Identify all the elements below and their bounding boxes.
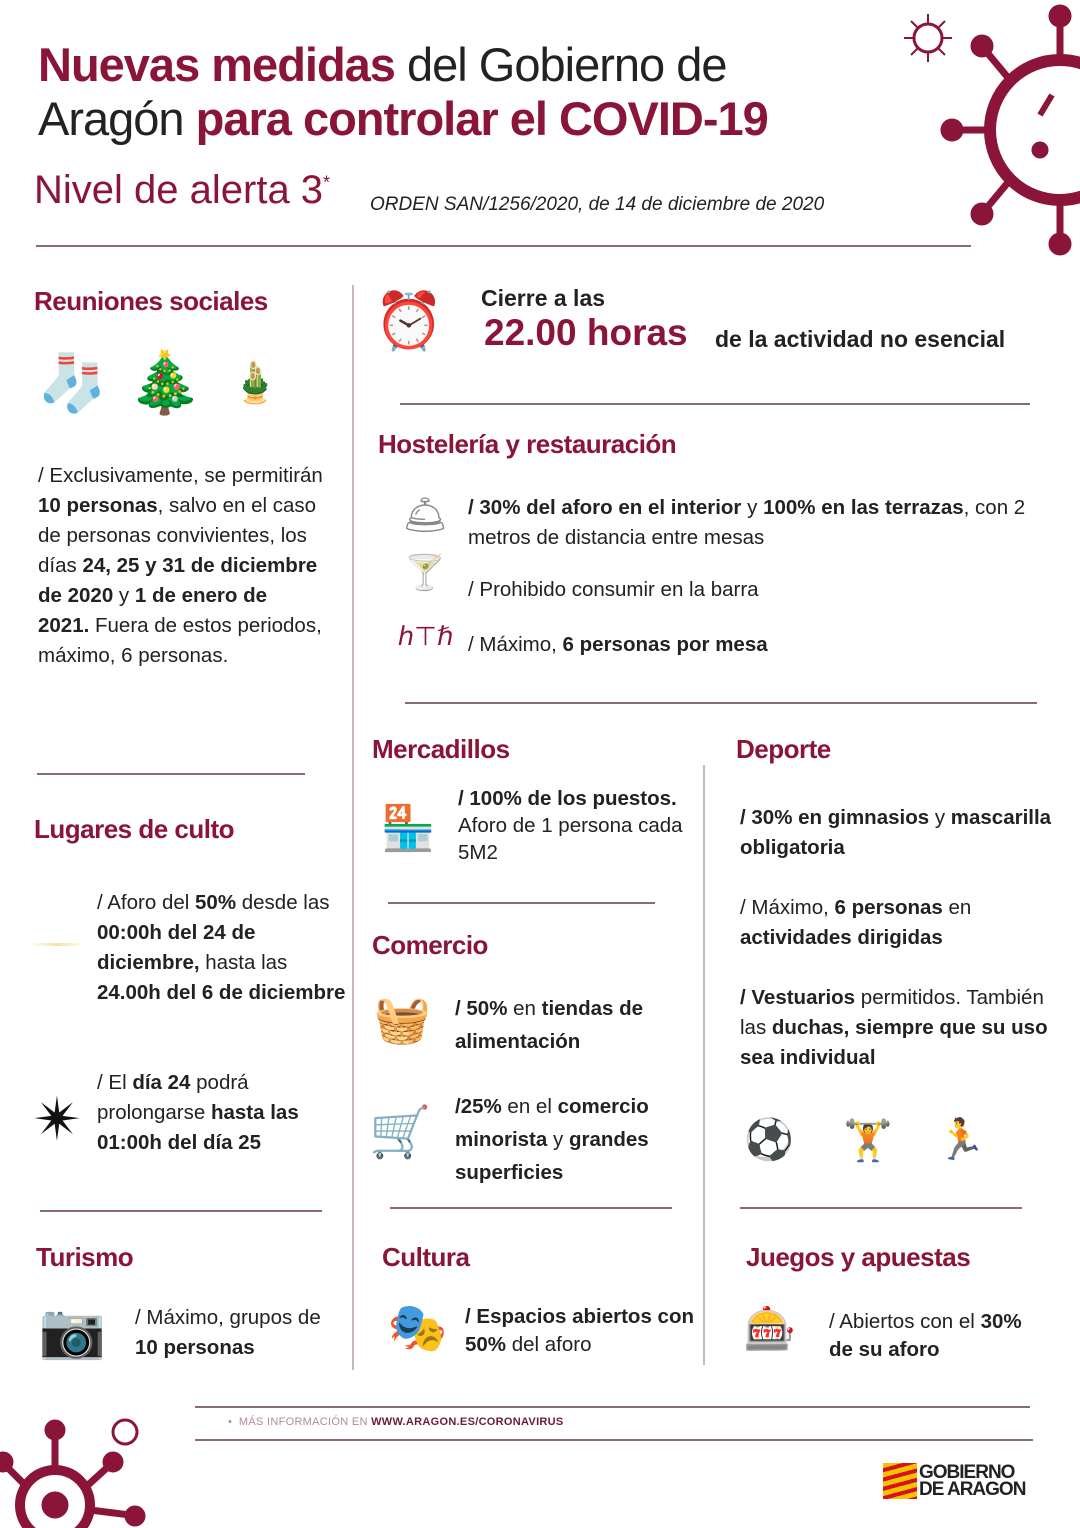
emphasis-text: 6 personas bbox=[834, 896, 943, 919]
deporte-item-2 bbox=[740, 893, 1060, 953]
text-segment: y bbox=[113, 584, 135, 607]
alert-footnote-mark: * bbox=[323, 172, 331, 193]
emphasis-text: 00:00h del 24 de diciembre, bbox=[97, 921, 256, 974]
juegos-text bbox=[829, 1308, 1029, 1364]
turismo-text bbox=[135, 1303, 335, 1363]
reuniones-text bbox=[38, 461, 323, 671]
emphasis-text: tiendas de alimentación bbox=[455, 997, 644, 1053]
deporte-item-1 bbox=[740, 803, 1060, 863]
emphasis-text: día 24 bbox=[132, 1071, 191, 1094]
christmas-ornaments-icon: 🎍 bbox=[230, 361, 280, 405]
light-sparkle-icon bbox=[30, 943, 85, 946]
bullet: • bbox=[228, 1416, 239, 1428]
runner-icon: 🏃 bbox=[936, 1118, 986, 1162]
divider bbox=[36, 245, 971, 247]
emphasis-text: 24, 25 y 31 de diciembre de 2020 bbox=[38, 554, 318, 607]
text-segment: podrá prolongarse bbox=[97, 1071, 249, 1124]
divider bbox=[405, 702, 1037, 704]
logo-line-1: GOBIERNO bbox=[919, 1462, 1015, 1483]
theater-masks-icon: 🎭 bbox=[387, 1302, 448, 1355]
poker-chips-icon: 🎰 bbox=[743, 1304, 797, 1352]
text-segment: del aforo bbox=[506, 1333, 592, 1356]
text-segment: permitidos. También las bbox=[740, 986, 1044, 1039]
emphasis-text: comercio minorista bbox=[455, 1095, 649, 1151]
title-line-1 bbox=[38, 38, 768, 92]
closing-hour: 22.00 horas bbox=[484, 312, 688, 353]
section-title-juegos: Juegos y apuestas bbox=[746, 1242, 971, 1272]
text-segment: / Máximo, bbox=[740, 896, 835, 919]
more-info bbox=[228, 1416, 564, 1428]
text-segment: hasta las bbox=[199, 951, 288, 974]
text-segment: en el bbox=[501, 1095, 558, 1118]
grocery-basket-icon: 🧺 bbox=[373, 992, 432, 1045]
order-reference: ORDEN SAN/1256/2020, de 14 de diciembre de 2020 bbox=[370, 194, 825, 215]
text-segment: en bbox=[942, 896, 972, 919]
text-segment: / Aforo del bbox=[97, 891, 196, 914]
section-title-cultura: Cultura bbox=[382, 1242, 470, 1272]
divider bbox=[40, 1210, 322, 1212]
shopping-cart-icon: 🛒 bbox=[369, 1104, 432, 1160]
hosteleria-item-3 bbox=[468, 630, 768, 660]
weightlifter-icon: 🏋 bbox=[843, 1118, 893, 1163]
soccer-ball-icon: ⚽ bbox=[744, 1117, 794, 1162]
more-info-link[interactable]: WWW.ARAGON.ES/CORONAVIRUS bbox=[371, 1416, 564, 1428]
virus-decoration-icon bbox=[940, 0, 1080, 260]
mercadillos-text bbox=[458, 785, 683, 866]
text-segment: desde las bbox=[236, 891, 330, 914]
divider bbox=[195, 1406, 1030, 1408]
text-segment: en bbox=[507, 997, 542, 1020]
column-divider bbox=[352, 285, 354, 1370]
text-segment: Fuera de estos periodos, máximo, 6 personas. bbox=[38, 614, 322, 667]
emphasis-text: 30% de su aforo bbox=[829, 1310, 1022, 1361]
divider bbox=[740, 1207, 1022, 1209]
page-title bbox=[38, 38, 768, 146]
culto-item-1 bbox=[97, 888, 347, 1008]
emphasis-text: actividades dirigidas bbox=[740, 926, 943, 949]
text-segment: / Máximo, grupos de bbox=[135, 1306, 321, 1329]
culto-item-2 bbox=[97, 1068, 337, 1158]
divider bbox=[37, 773, 305, 775]
emphasis-text: 10 personas bbox=[135, 1336, 255, 1359]
text-segment: y bbox=[741, 496, 764, 519]
virus-decoration-bottom-icon bbox=[0, 1410, 150, 1528]
cultura-text bbox=[465, 1303, 695, 1359]
aragon-flag-icon bbox=[883, 1463, 917, 1499]
text-segment: , salvo en el caso de personas convivientes, los días bbox=[38, 494, 317, 577]
closing-pre-text: Cierre a las bbox=[481, 285, 606, 311]
text-segment: / Máximo, bbox=[468, 633, 563, 656]
text-segment: / El bbox=[97, 1071, 133, 1094]
food-cloche-icon: 🛎 bbox=[402, 494, 448, 535]
emphasis-text: /25% bbox=[455, 1095, 502, 1118]
small-virus-icon bbox=[902, 12, 954, 64]
section-title-culto: Lugares de culto bbox=[34, 814, 235, 844]
text-segment: , con 2 metros de distancia entre mesas bbox=[468, 496, 1026, 549]
hosteleria-item-2 bbox=[468, 575, 759, 605]
section-title-reuniones: Reuniones sociales bbox=[34, 286, 268, 316]
section-title-mercadillos: Mercadillos bbox=[372, 734, 510, 764]
alert-level-text: Nivel de alerta 3 bbox=[34, 168, 324, 212]
divider bbox=[390, 1207, 672, 1209]
emphasis-text: / Espacios abiertos con 50% bbox=[465, 1305, 694, 1356]
title-line-2 bbox=[38, 92, 768, 146]
section-title-deporte: Deporte bbox=[736, 734, 831, 764]
closing-post-text: de la actividad no esencial bbox=[715, 326, 1006, 352]
christmas-stocking-icon: 🧦 bbox=[37, 350, 108, 414]
divider bbox=[388, 902, 655, 904]
cocktail-icon: 🍸 bbox=[403, 553, 447, 592]
text-segment: Aragón bbox=[38, 92, 196, 145]
hosteleria-item-1 bbox=[468, 493, 1038, 553]
comercio-item-2 bbox=[455, 1090, 700, 1189]
christmas-tree-icon: 🎄 bbox=[127, 349, 203, 416]
text-segment: del Gobierno de bbox=[394, 38, 727, 91]
divider bbox=[400, 403, 1030, 405]
emphasis-text: mascarilla obligatoria bbox=[740, 806, 1052, 859]
text-segment: / Abiertos con el bbox=[829, 1310, 981, 1333]
emphasis-text: / 50% bbox=[455, 997, 508, 1020]
text-segment: y bbox=[547, 1128, 569, 1151]
more-info-label: MÁS INFORMACIÓN EN bbox=[238, 1416, 372, 1428]
emphasis-text: / 30% en gimnasios bbox=[740, 806, 930, 829]
emphasis-text: 50% bbox=[195, 891, 237, 914]
alert-level bbox=[34, 168, 330, 213]
emphasis-text: hasta las 01:00h del día 25 bbox=[97, 1101, 299, 1154]
emphasis-text: Nuevas medidas bbox=[38, 38, 395, 91]
emphasis-text: 10 personas bbox=[38, 494, 158, 517]
emphasis-text: / 30% del aforo en el interior bbox=[468, 496, 742, 519]
emphasis-text: para controlar el COVID-19 bbox=[195, 92, 768, 145]
table-chairs-icon: ℎ⊤ℏ bbox=[397, 622, 454, 652]
emphasis-text: 6 personas por mesa bbox=[562, 633, 768, 656]
market-stall-icon: 🏪 bbox=[380, 803, 436, 853]
emphasis-text: 24.00h del 6 de diciembre bbox=[97, 981, 346, 1004]
emphasis-text: grandes superficies bbox=[455, 1128, 649, 1184]
alarm-clock-icon: ⏰ bbox=[374, 289, 444, 352]
gobierno-aragon-logo bbox=[883, 1463, 1025, 1499]
section-title-turismo: Turismo bbox=[36, 1242, 134, 1272]
text-segment: Aforo de 1 persona cada 5M2 bbox=[458, 814, 683, 864]
logo-line-2: DE ARAGON bbox=[919, 1479, 1026, 1500]
divider bbox=[195, 1439, 1033, 1441]
emphasis-text: / 100% de los puestos. bbox=[458, 787, 677, 810]
text-segment: / Exclusivamente, se permitirán bbox=[38, 464, 323, 487]
emphasis-text: duchas, siempre que su uso sea individual bbox=[740, 1016, 1048, 1069]
text-segment: y bbox=[929, 806, 951, 829]
text-segment: / Prohibido consumir en la barra bbox=[468, 578, 759, 601]
section-title-comercio: Comercio bbox=[372, 930, 488, 960]
comercio-item-1 bbox=[455, 992, 695, 1058]
deporte-item-3 bbox=[740, 983, 1070, 1073]
emphasis-text: 1 de enero de 2021. bbox=[38, 584, 268, 637]
section-title-hosteleria: Hostelería y restauración bbox=[378, 429, 677, 459]
column-divider bbox=[703, 765, 705, 1365]
emphasis-text: 100% en las terrazas bbox=[763, 496, 964, 519]
star-icon: ✴ bbox=[32, 1086, 83, 1153]
camera-icon: 📷 bbox=[38, 1300, 107, 1361]
emphasis-text: / Vestuarios bbox=[740, 986, 856, 1009]
